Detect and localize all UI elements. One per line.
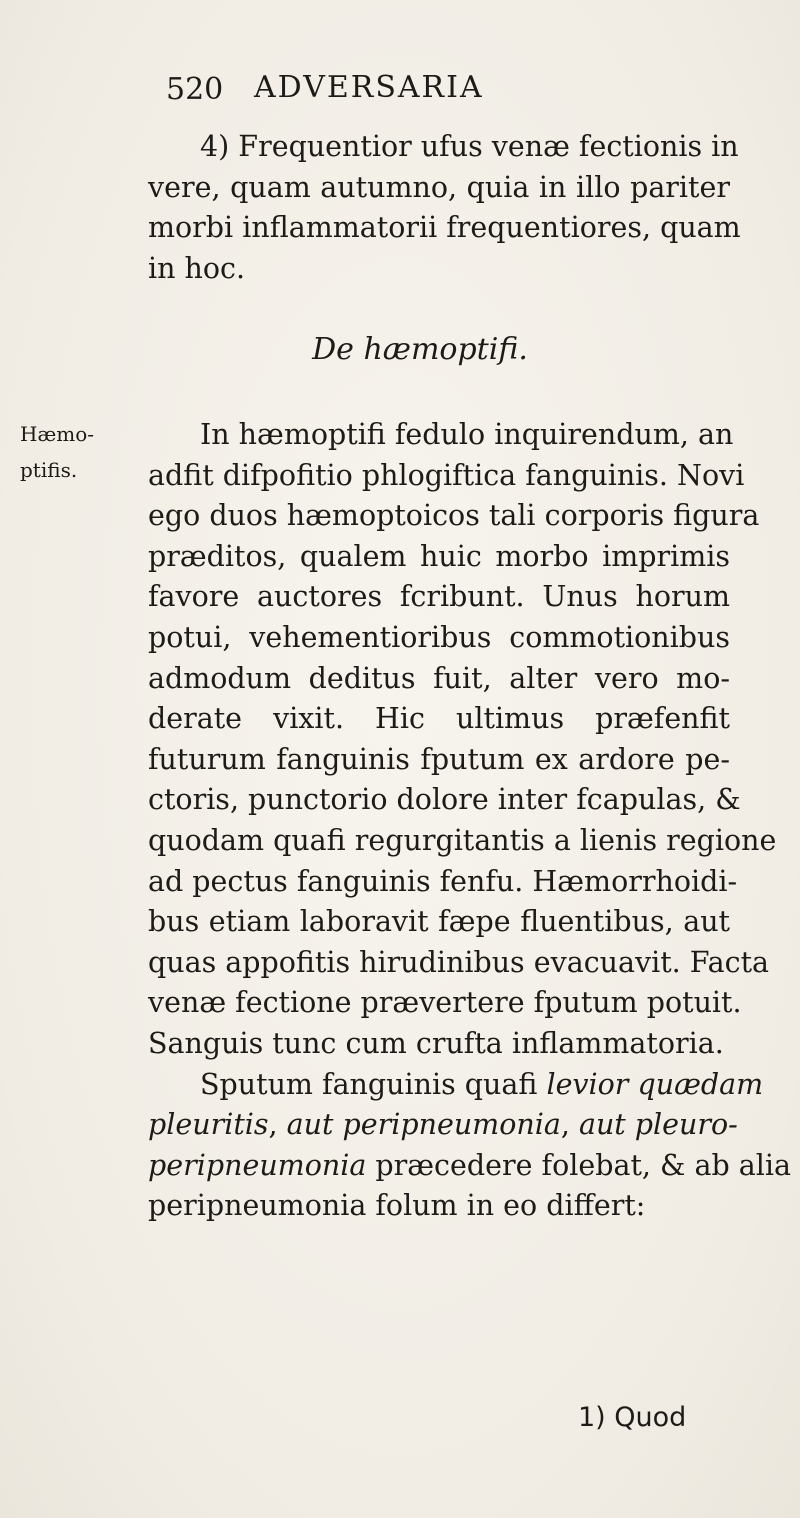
text-line: adfit difpofitio phlogiftica fanguinis. Novi (148, 458, 745, 492)
text-line: ad pectus fanguinis fenfu. Hæmorrhoidi- (148, 864, 738, 898)
text-line: quodam quafi regurgitantis a lienis regione (148, 823, 777, 857)
text-line: præditos, qualem huic morbo imprimis (148, 539, 730, 573)
text-plain: , (268, 1108, 287, 1142)
text-line: In hæmoptifi fedulo inquirendum, an (200, 418, 734, 451)
text-line-sputum (148, 1065, 764, 1106)
text-line: in hoc. (148, 251, 246, 285)
main-paragraph (148, 415, 791, 1227)
text-plain: præcedere folebat, & ab alia (366, 1148, 791, 1182)
text-line: vere, quam autumno, quia in illo pariter (148, 170, 730, 204)
text-line: derate vixit. Hic ultimus præfenfit (148, 702, 730, 736)
text-italic: peripneumonia (148, 1148, 367, 1182)
section-heading-text: De hæmoptifi. (312, 332, 528, 367)
text-line: potui, vehementioribus commotionibus (148, 620, 730, 654)
text-line: futurum fanguinis fputum ex ardore pe- (148, 742, 730, 776)
text-line: venæ fectione prævertere fputum potuit. (148, 986, 742, 1020)
text-plain: , (560, 1108, 579, 1142)
text-italic: aut peripneumonia (286, 1108, 561, 1142)
margin-note-line: Hæmo- (20, 422, 95, 446)
text-italic: levior quædam (546, 1067, 764, 1101)
page-number: 520 (166, 72, 224, 107)
margin-note (20, 416, 95, 488)
text-line: 4) Frequentior ufus venæ fectionis in (200, 130, 739, 163)
text-line: admodum deditus fuit, alter vero mo- (148, 661, 730, 695)
text-line: quas appofitis hirudinibus evacuavit. Facta (148, 945, 770, 979)
margin-note-line: ptifis. (20, 458, 78, 482)
text-line: peripneumonia folum in eo differt: (148, 1189, 646, 1223)
text-line: favore auctores fcribunt. Unus horum (148, 580, 730, 614)
text-line: Sanguis tunc cum crufta inflammatoria. (148, 1026, 724, 1060)
text-line: ego duos hæmoptoicos tali corporis figura (148, 499, 760, 533)
text-italic: aut pleuro- (578, 1108, 738, 1142)
catchword: 1) Quod (578, 1402, 687, 1433)
text-line-peripneumonia (148, 1146, 791, 1187)
section-heading (0, 330, 800, 370)
text-plain: Sputum fanguinis quafi (200, 1067, 547, 1101)
text-line: morbi inflammatorii frequentiores, quam (148, 211, 741, 245)
text-line: ctoris, punctorio dolore inter fcapulas, & (148, 783, 741, 817)
text-italic: pleuritis (148, 1108, 269, 1142)
text-line: bus etiam laboravit fæpe fluentibus, aut (148, 905, 730, 939)
intro-paragraph (148, 127, 741, 289)
text-line-pleuritis (148, 1105, 738, 1146)
running-title: ADVERSARIA (254, 70, 484, 105)
